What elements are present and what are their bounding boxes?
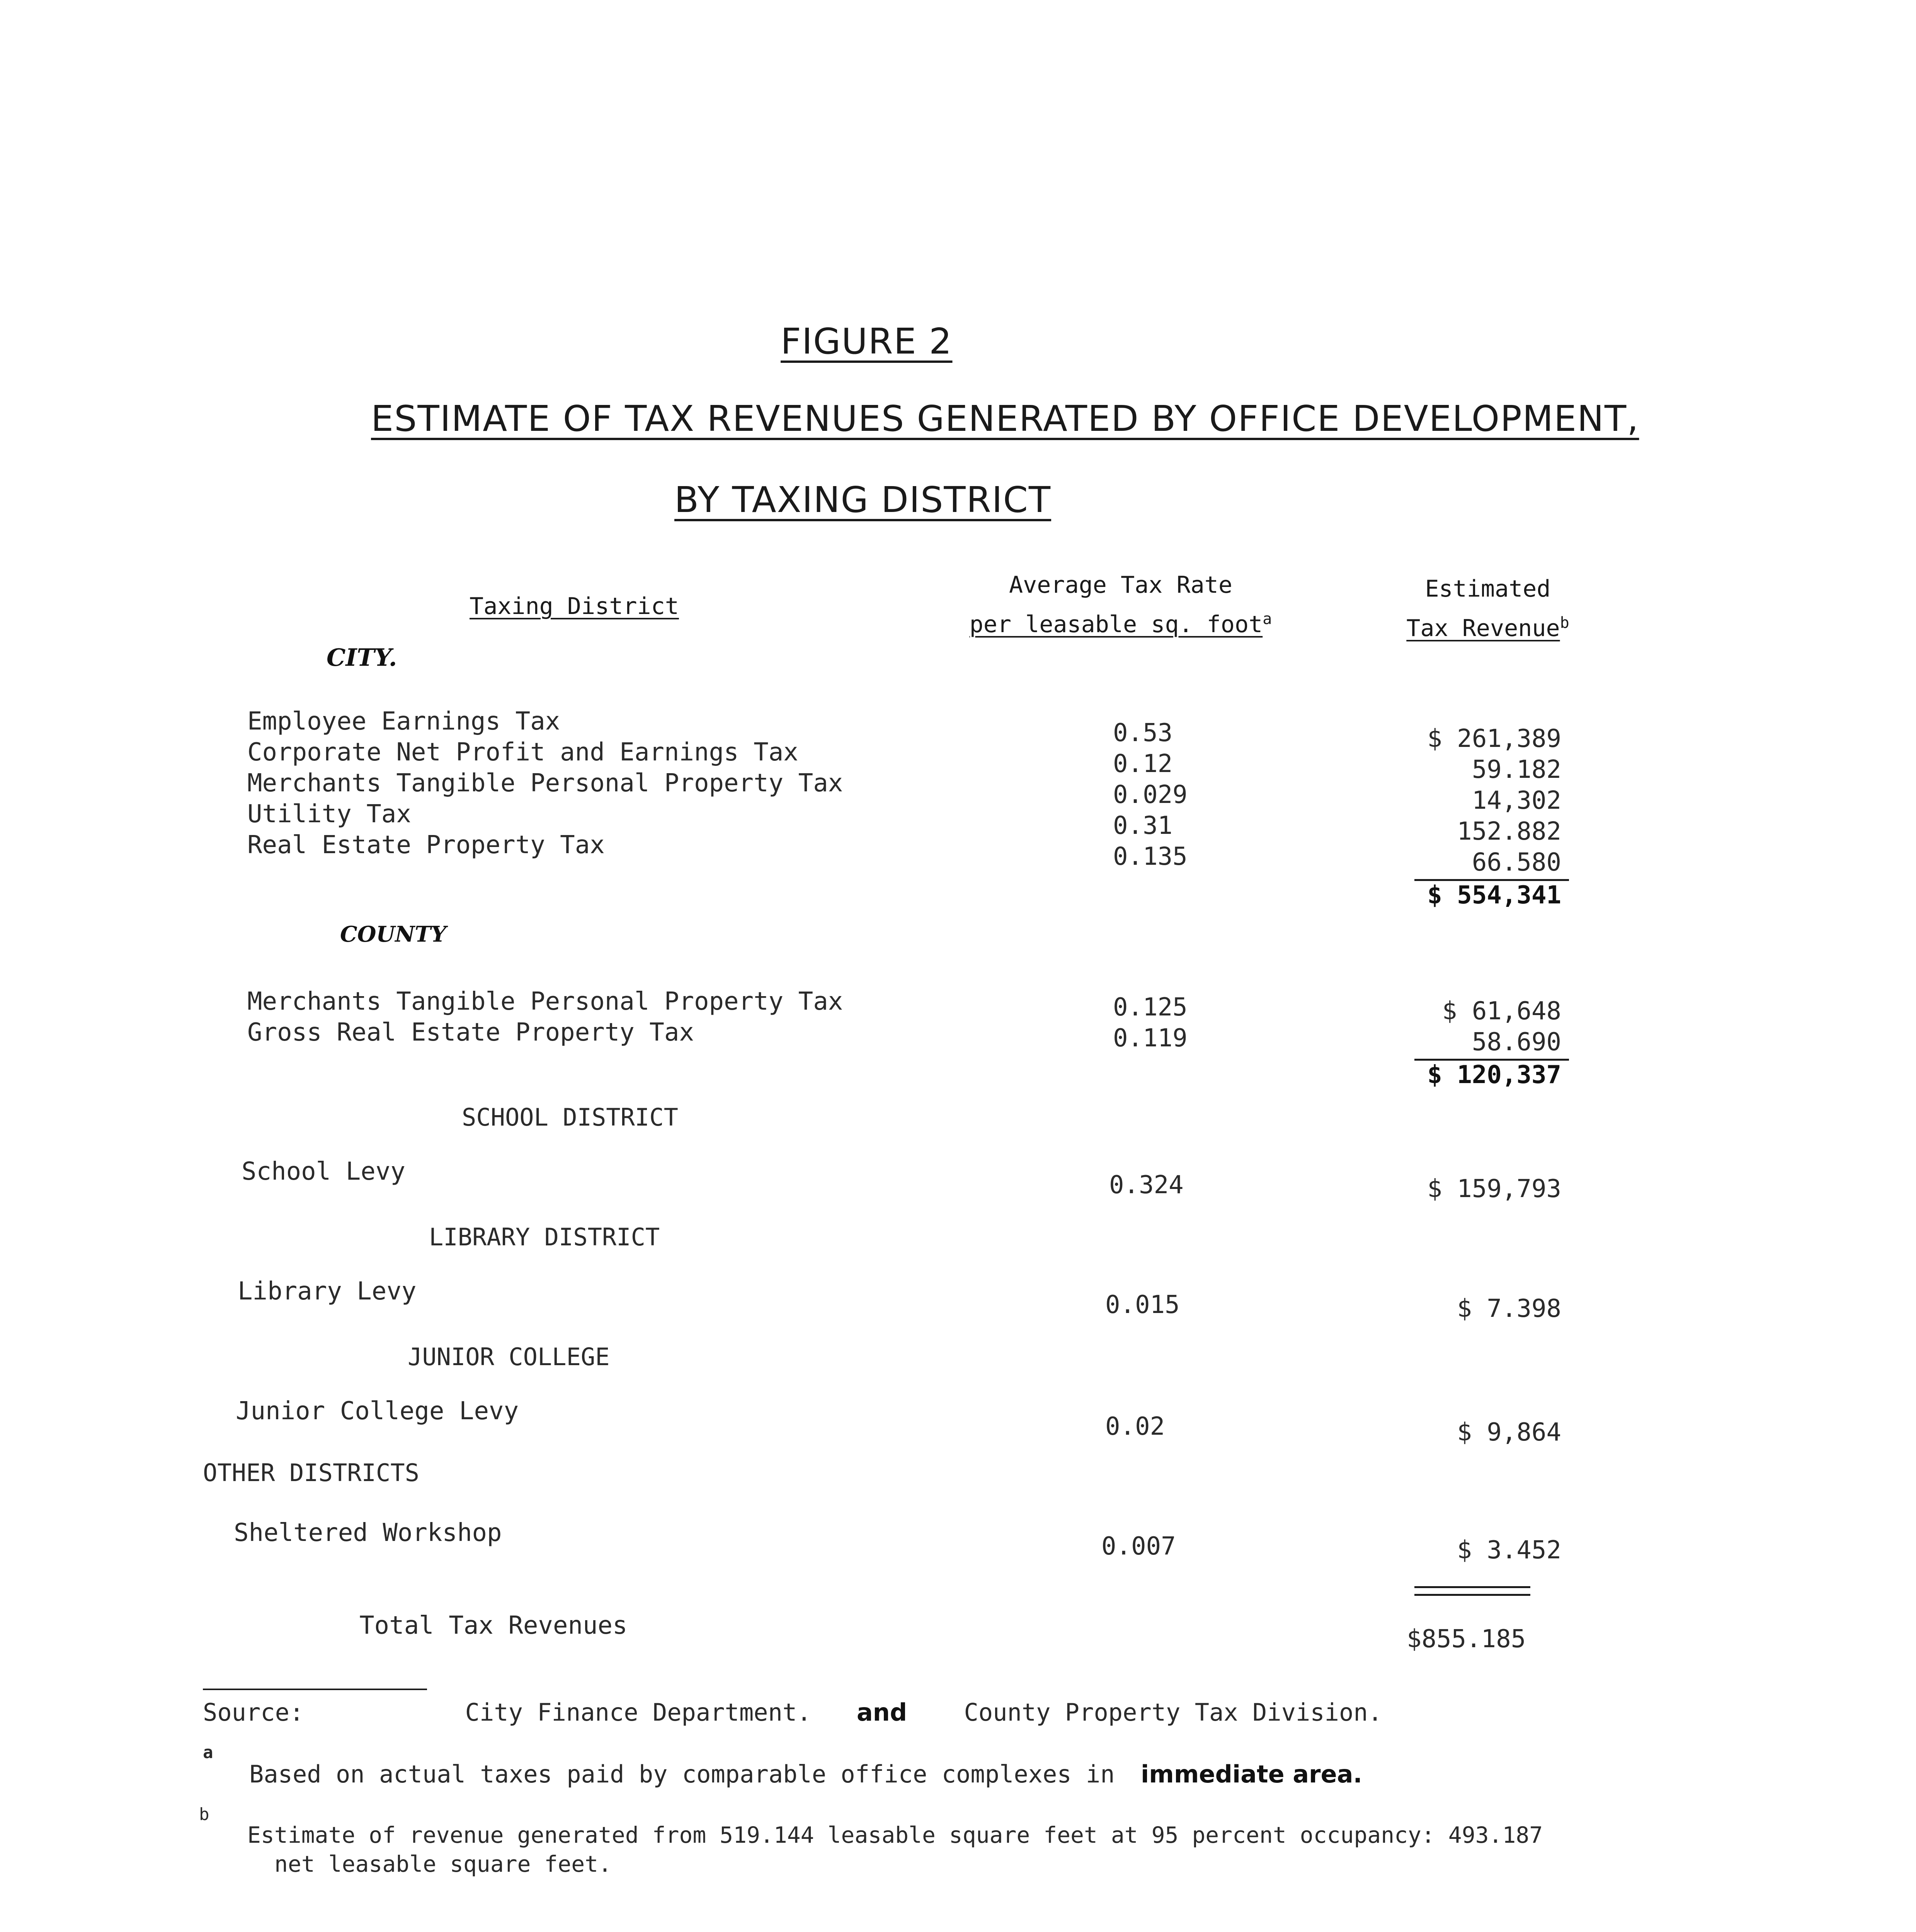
footnote-b-line2: net leasable square feet. <box>274 1851 612 1877</box>
county-row-revenue: $ 61,648 <box>1442 997 1561 1026</box>
source-label: Source: <box>203 1698 304 1726</box>
revenue-header-line2: Tax Revenue$^b$ <box>1406 614 1569 642</box>
county-row-name: Merchants Tangible Personal Property Tax <box>247 987 843 1016</box>
rate-header-footnote-mark: a <box>1263 610 1272 628</box>
footnote-separator <box>203 1689 427 1690</box>
grand-total-label: Total Tax Revenues <box>359 1611 628 1640</box>
library-row-name: Library Levy <box>238 1277 417 1306</box>
source-note <box>203 1698 1382 1726</box>
other-section-label: OTHER DISTRICTS <box>203 1459 419 1487</box>
city-row-revenue: 59.182 <box>1472 755 1561 784</box>
grand-total-double-rule-bottom <box>1414 1594 1530 1596</box>
library-section-label: LIBRARY DISTRICT <box>429 1223 660 1251</box>
county-section-label: COUNTY <box>340 922 447 947</box>
other-row-name: Sheltered Workshop <box>234 1519 502 1547</box>
revenue-header-footnote-mark: b <box>1560 614 1569 632</box>
county-row-revenue: 58.690 <box>1472 1028 1561 1056</box>
city-row-rate: 0.029 <box>1113 781 1188 809</box>
school-row-name: School Levy <box>242 1157 405 1186</box>
city-row-revenue: 14,302 <box>1472 786 1561 815</box>
county-row-rate: 0.119 <box>1113 1024 1188 1053</box>
footnote-a-marker: a <box>203 1743 213 1762</box>
revenue-header-line1: Estimated <box>1425 575 1551 602</box>
other-row-rate: 0.007 <box>1101 1532 1176 1561</box>
city-row-revenue: $ 261,389 <box>1427 724 1561 753</box>
city-row-rate: 0.12 <box>1113 750 1173 778</box>
footnote-b-marker: b <box>199 1804 209 1824</box>
grand-total-double-rule-top <box>1414 1586 1530 1588</box>
rate-column-header <box>943 568 1298 641</box>
source-part2: County Property Tax Division. <box>964 1698 1382 1726</box>
footnote-b-line1: Estimate of revenue generated from 519.144 leasable square feet at 95 percent occupancy: 493.187 <box>247 1822 1543 1848</box>
figure-title-line1: ESTIMATE OF TAX REVENUES GENERATED BY OFFICE DEVELOPMENT, <box>371 398 1639 439</box>
county-total: $ 120,337 <box>1427 1061 1561 1089</box>
rate-header-line2: per leasable sq. foot$^a$ <box>969 610 1272 638</box>
source-and: and <box>856 1698 907 1726</box>
city-row-rate: 0.135 <box>1113 842 1188 871</box>
grand-total-value: $855.185 <box>1407 1625 1526 1653</box>
school-row-revenue: $ 159,793 <box>1427 1175 1561 1203</box>
figure-title-line2: BY TAXING DISTRICT <box>674 479 1052 520</box>
county-row-rate: 0.125 <box>1113 993 1188 1022</box>
city-row-name: Employee Earnings Tax <box>247 707 560 736</box>
city-row-rate: 0.53 <box>1113 719 1173 747</box>
figure-label: FIGURE 2 <box>781 321 953 362</box>
city-section-label: CITY. <box>327 643 397 672</box>
district-column-header: Taxing District <box>470 593 679 620</box>
other-row-revenue: $ 3.452 <box>1457 1536 1561 1565</box>
footnote-a-text: Based on actual taxes paid by comparable office complexes in <box>249 1760 1115 1788</box>
county-row-name: Gross Real Estate Property Tax <box>247 1018 694 1047</box>
city-row-name: Corporate Net Profit and Earnings Tax <box>247 738 798 767</box>
junior-row-revenue: $ 9,864 <box>1457 1418 1561 1447</box>
city-row-name: Merchants Tangible Personal Property Tax <box>247 769 843 798</box>
library-row-rate: 0.015 <box>1105 1291 1180 1319</box>
junior-row-rate: 0.02 <box>1105 1412 1165 1441</box>
school-section-label: SCHOOL DISTRICT <box>462 1103 678 1131</box>
footnote-a-bold: immediate area. <box>1140 1760 1363 1788</box>
city-row-name: Utility Tax <box>247 800 411 828</box>
school-row-rate: 0.324 <box>1109 1171 1184 1199</box>
revenue-column-header <box>1380 572 1596 645</box>
city-total: $ 554,341 <box>1427 881 1561 910</box>
city-row-revenue: 66.580 <box>1472 848 1561 877</box>
footnote-a <box>249 1760 1362 1788</box>
city-row-revenue: 152.882 <box>1457 817 1561 846</box>
city-row-rate: 0.31 <box>1113 811 1173 840</box>
junior-row-name: Junior College Levy <box>236 1397 519 1425</box>
city-row-name: Real Estate Property Tax <box>247 831 605 859</box>
rate-header-line1: Average Tax Rate <box>1009 571 1232 599</box>
source-part1: City Finance Department. <box>465 1698 812 1726</box>
library-row-revenue: $ 7.398 <box>1457 1294 1561 1323</box>
junior-section-label: JUNIOR COLLEGE <box>408 1343 610 1371</box>
